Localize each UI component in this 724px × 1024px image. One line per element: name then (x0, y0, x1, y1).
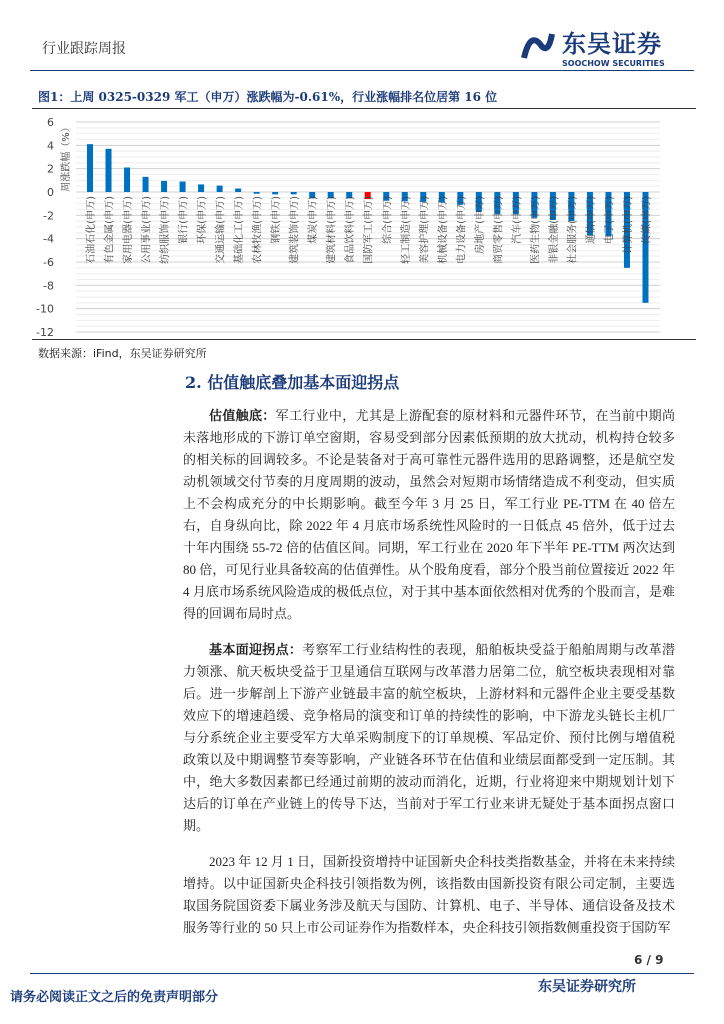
bar (87, 144, 93, 192)
paragraph-lead: 估值触底： (209, 408, 276, 423)
x-tick-label: 非银金融(申万) (548, 196, 560, 264)
x-tick-label: 汽车(申万) (511, 196, 523, 244)
x-tick-label: 纺织服饰(申万) (160, 196, 172, 264)
x-tick-label: 建筑装饰(申万) (289, 196, 301, 264)
body-text (183, 405, 675, 939)
y-tick-label: -2 (43, 209, 54, 223)
disclaimer-note: 请务必阅读正文之后的免责声明部分 (10, 990, 219, 1005)
footer-divider (30, 973, 694, 974)
y-tick-label: -8 (43, 279, 54, 293)
x-tick-label: 基础化工(申万) (234, 196, 246, 264)
section-title: 2. 估值触底叠加基本面迎拐点 (185, 373, 400, 392)
x-tick-label: 电子(申万) (604, 196, 616, 244)
figure-title: 图1：上周 0325-0329 军工（申万）涨跌幅为-0.61%，行业涨幅排名位居第 16 位 (38, 90, 498, 104)
header-title: 行业跟踪周报 (42, 41, 126, 57)
y-tick-label: -6 (43, 256, 54, 269)
y-tick-label: 2 (47, 162, 54, 176)
y-tick-label: 4 (47, 139, 54, 153)
x-tick-label: 电力设备(申万) (456, 196, 468, 264)
bar-chart (30, 110, 690, 340)
bar (272, 192, 278, 194)
y-tick-label: -10 (36, 302, 54, 316)
paragraph-text: 2023 年 12 月 1 日，国新投资增持中证国新央企科技类指数基金，并将在未来持续增持。以中证国新央企科技引领指数为例，该指数由国新投资有限公司定制，主要选取国务院国资委下属业务涉及航天与国防、计算机、电子、半导体、通信设备及技术服务等行业的 50 只上市公司证券作为指数样本，央企科技引领指数侧重投资于国防军 (183, 854, 675, 935)
x-tick-label: 建筑材料(申万) (326, 196, 338, 264)
x-tick-label: 有色金属(申万) (104, 196, 116, 264)
x-tick-label: 美容护理(申万) (419, 196, 431, 264)
footer-institute: 东吴证券研究所 (538, 979, 636, 995)
x-tick-label: 国防军工(申万) (363, 196, 375, 264)
paragraph-guoxin (183, 851, 675, 939)
x-tick-label: 房地产(申万) (474, 196, 486, 254)
x-tick-label: 环保(申万) (197, 196, 209, 244)
x-tick-label: 机械设备(申万) (437, 196, 449, 264)
page-number: 6 / 9 (634, 953, 664, 967)
x-tick-label: 公用事业(申万) (141, 196, 153, 264)
x-tick-label: 商贸零售(申万) (493, 196, 505, 264)
x-tick-label: 计算机(申万) (622, 196, 634, 254)
bar (180, 182, 186, 193)
header-divider (30, 70, 694, 71)
y-tick-label: 6 (47, 116, 54, 129)
figure-top-rule (32, 108, 696, 109)
bar (143, 177, 149, 192)
bar (161, 181, 167, 192)
x-tick-label: 综合(申万) (382, 196, 394, 244)
x-tick-label: 传媒(申万) (641, 196, 653, 244)
figure-bottom-rule (32, 339, 696, 340)
paragraph-valuation (183, 405, 675, 625)
bar (198, 184, 204, 192)
logo-icon (520, 28, 556, 64)
x-tick-label: 石油石化(申万) (86, 196, 97, 264)
x-tick-label: 煤炭(申万) (308, 196, 320, 244)
y-tick-label: -4 (43, 232, 54, 246)
logo-en: SOOCHOW SECURITIES (562, 59, 665, 68)
bar (124, 168, 130, 193)
x-tick-label: 银行(申万) (178, 196, 190, 244)
paragraph-lead: 基本面迎拐点： (209, 642, 303, 657)
figure-source: 数据来源：iFind，东吴证券研究所 (38, 347, 207, 360)
y-tick-label: 0 (47, 186, 54, 199)
bar (217, 186, 223, 192)
bar (254, 192, 260, 194)
x-tick-label: 钢铁(申万) (271, 196, 283, 244)
x-tick-label: 食品饮料(申万) (345, 196, 357, 264)
bar (106, 149, 112, 192)
y-tick-label: -12 (36, 326, 54, 339)
bar (235, 189, 241, 193)
bar (291, 192, 297, 194)
logo (520, 24, 665, 68)
paragraph-text: 军工行业中，尤其是上游配套的原材料和元器件环节，在当前中期尚未落地形成的下游订单空窗期，容易受到部分因素低预期的放大扰动，机构持仓较多的相关标的回调较多。不论是装备对于高可靠性元器件选用的思路调整，还是航空发动机领域交付节奏的月度周期的波动，虽然会对短期市场情绪造成不利变动，但实质上不会构成充分的中长期影响。截至今年 3 月 25 日，军工行业 PE-TTM 在 40 倍左右，自身纵向比，除 2022 年 4 月底市场系统性风险时的一日低点 45 倍外，低于过去十年内围绕 55-72 倍的估值区间。同期，军工行业在 2020 年下半年 PE-TTM 两次达到 80 倍，可见行业具备较高的估值弹性。从个股角度看，部分个股当前位置接近 2022 年 4 月底市场系统风险造成的极低点位，对于其中基本面依然相对优秀的个股而言，是难得的回调布局时点。 (183, 408, 675, 621)
x-tick-label: 交通运输(申万) (215, 196, 227, 264)
paragraph-text: 考察军工行业结构性的表现，船舶板块受益于船舶周期与改革潜力领涨、航天板块受益于卫星通信互联网与改革潜力居第二位，航空板块表现相对靠后。进一步解剖上下游产业链最丰富的航空板块，上游材料和元器件企业主要受基数效应下的增速趋缓、竞争格局的演变和订单的持续性的影响，中下游龙头链长主机厂与分系统企业主要受军方大单采购制度下的订单规模、军品定价、预付比例与增值税政策以及中期调整节奏等影响，产业链各环节在估值和业绩层面都受到一定压制。其中，绝大多数因素都已经通过前期的波动而消化，近期，行业将迎来中期规划计划下达后的订单在产业链上的传导下达，当前对于军工行业来讲无疑处于基本面拐点窗口期。 (183, 642, 675, 833)
y-axis-label: 周涨跌幅（%） (61, 122, 72, 192)
x-tick-label: 医药生物(申万) (530, 196, 542, 264)
x-tick-label: 轻工制造(申万) (400, 196, 412, 264)
x-tick-label: 通信(申万) (585, 196, 597, 244)
paragraph-fundamentals (183, 639, 675, 837)
x-tick-label: 家用电器(申万) (123, 196, 135, 264)
x-tick-label: 社会服务(申万) (567, 196, 579, 264)
logo-name: 东吴证券 (562, 30, 662, 58)
x-tick-label: 农林牧渔(申万) (252, 196, 264, 264)
